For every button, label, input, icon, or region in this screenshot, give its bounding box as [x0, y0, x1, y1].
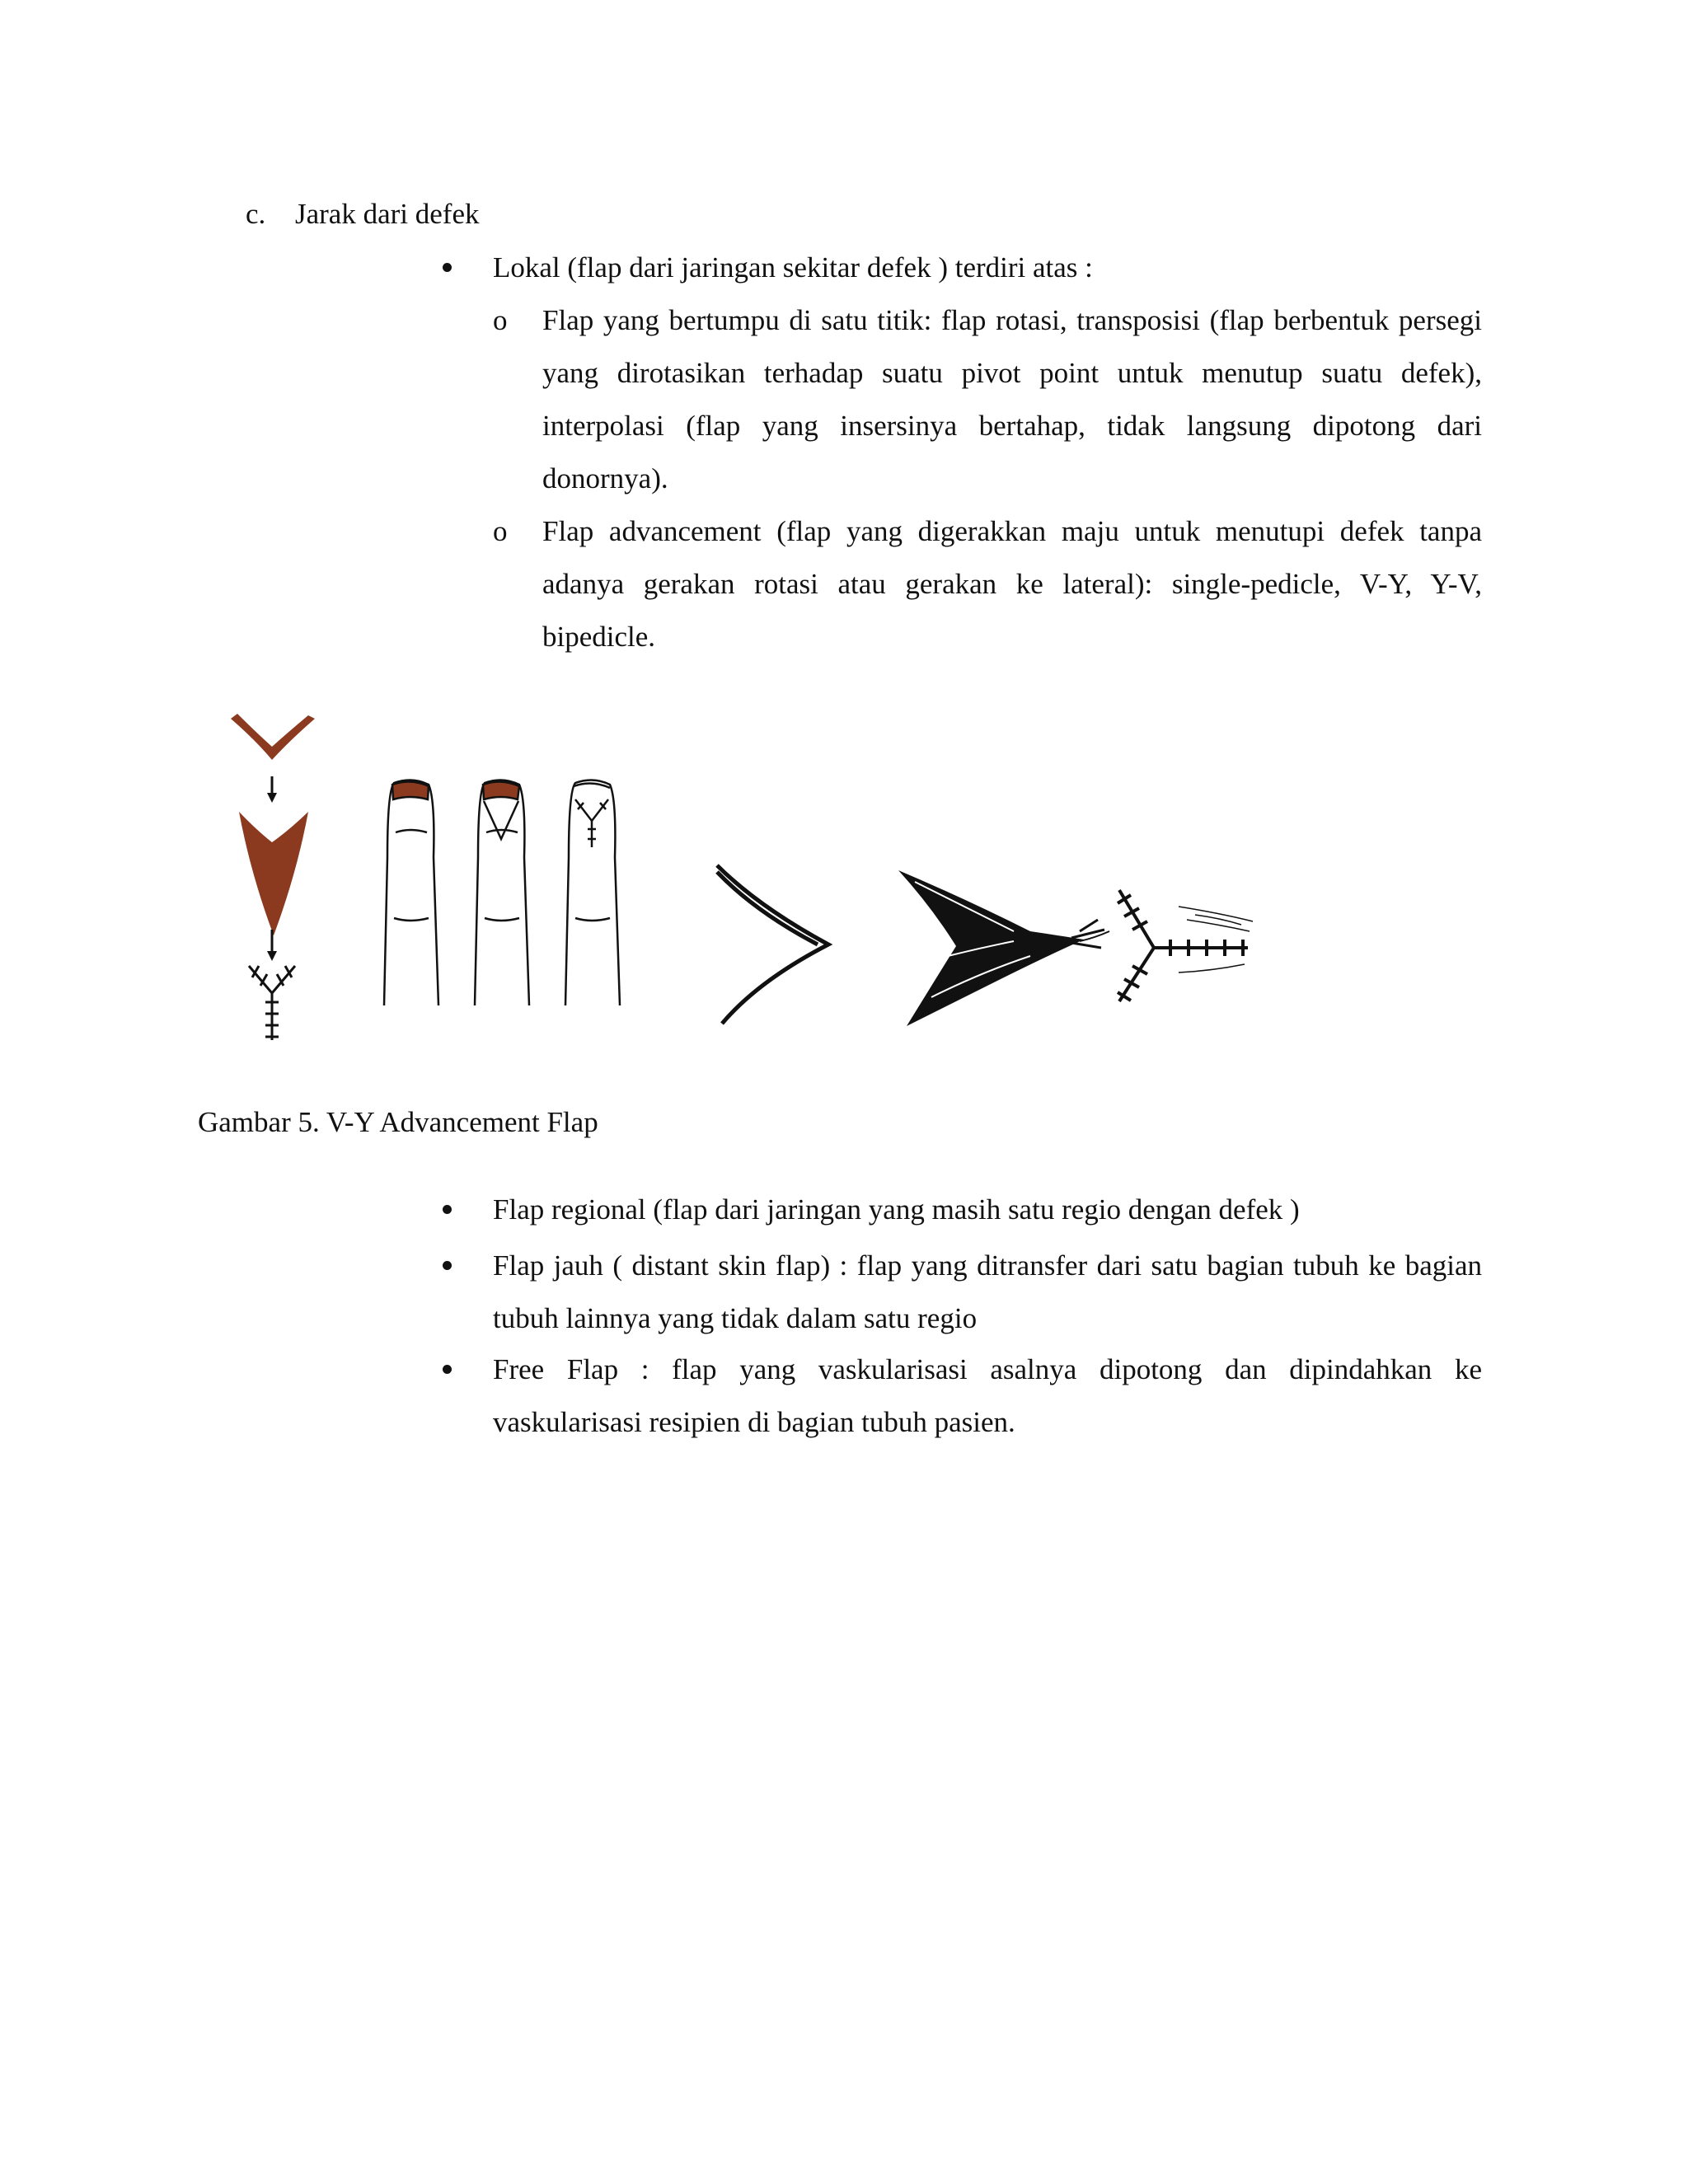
arrow-down-icon: [267, 930, 277, 961]
list-item-free-flap: Free Flap : flap yang vaskularisasi asalnya dipotong dan dipindahkan ke vaskularisasi resipien di bagian tubuh pasien.: [493, 1353, 1482, 1438]
bullet-icon: [443, 1365, 452, 1374]
list-item-flap-jauh: Flap jauh ( distant skin flap) : flap yang ditransfer dari satu bagian tubuh ke bagian tubuh lainnya yang tidak dalam satu regio: [493, 1249, 1482, 1334]
figure-caption: Gambar 5. V-Y Advancement Flap: [198, 1106, 598, 1138]
y-closure-sutured: [1118, 890, 1253, 1001]
section-letter: c.: [246, 198, 266, 230]
sub-bullet-icon: o: [493, 304, 508, 336]
advanced-dark-flap: [898, 870, 1109, 1026]
finger-y-sutured-icon: [565, 780, 620, 1005]
bullet-icon: [443, 263, 452, 272]
finger-v-flap-icon: [475, 780, 529, 1005]
list-item-flap-regional: Flap regional (flap dari jaringan yang masih satu regio dengan defek ): [493, 1193, 1300, 1226]
finger-before-icon: [384, 780, 438, 1005]
list-item-lokal: Lokal (flap dari jaringan sekitar defek ) terdiri atas :: [493, 251, 1093, 284]
bullet-icon: [443, 1205, 452, 1214]
brown-v-incision: [231, 714, 315, 760]
brown-v-flap: [239, 812, 308, 935]
arrow-down-icon: [267, 776, 277, 803]
y-suture-line: [249, 966, 295, 1040]
sub-item-flap-bertumpu: Flap yang bertumpu di satu titik: flap rotasi, transposisi (flap berbentuk persegi yang dirotasikan terhadap suatu pivot point untuk menutup suatu defek), interpolasi (flap yang insersinya bertahap, tidak langsung dipotong dari donornya).: [542, 304, 1482, 494]
bullet-icon: [443, 1261, 452, 1270]
v-incision-outline: [717, 865, 828, 1024]
vy-flap-illustration: [223, 709, 1294, 1080]
sub-item-flap-advancement: Flap advancement (flap yang digerakkan maju untuk menutupi defek tanpa adanya gerakan rotasi atau gerakan ke lateral): single-pedicle, V-Y, Y-V, bipedicle.: [542, 515, 1482, 653]
sub-bullet-icon: o: [493, 515, 508, 547]
section-title: Jarak dari defek: [295, 198, 480, 230]
